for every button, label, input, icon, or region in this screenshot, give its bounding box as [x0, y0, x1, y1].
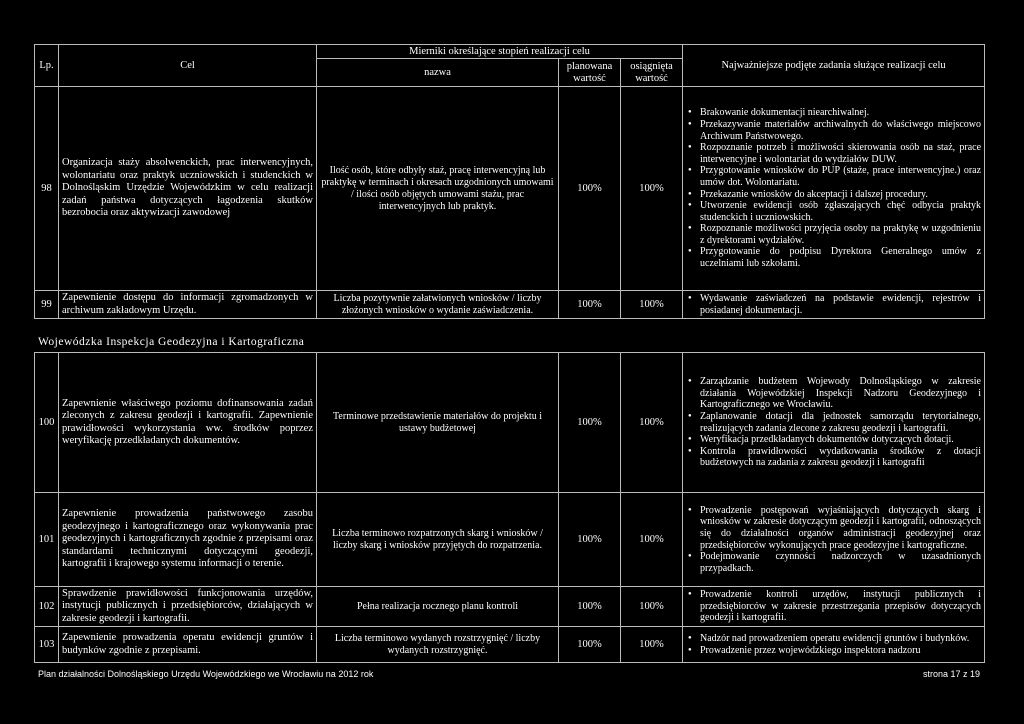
row-planned: 100% [559, 493, 621, 587]
row-tasks [683, 291, 985, 319]
header-cel: Cel [59, 45, 317, 87]
row-measure: Terminowe przedstawienie materiałów do projektu i ustawy budżetowej [317, 353, 559, 493]
list-item: ● Rozpoznanie możliwości przyjęcia osoby na praktykę w uzgodnieniu z dyrektorami wydziałów. [700, 223, 981, 246]
row-goal: Zapewnienie dostępu do informacji zgromadzonych w archiwum zakładowym Urzędu. [59, 291, 317, 319]
header-nazwa: nazwa [317, 59, 559, 87]
task-list [686, 505, 981, 575]
row-planned: 100% [559, 353, 621, 493]
table-header-row [35, 45, 985, 59]
list-item: ● Kontrola prawidłowości wydatkowania środków z dotacji budżetowych na zadania z zakresu geodezji i kartografii [700, 446, 981, 469]
row-measure: Ilość osób, które odbyły staż, pracę interwencyjną lub praktykę w terminach i okresach uzgodnionych umowami / ilości osób objętych umowami stażu, prac interwencyjnych lub praktyk. [317, 87, 559, 291]
list-item: ● Podejmowanie czynności nadzorczych w uzasadnionych przypadkach. [700, 551, 981, 574]
row-achieved: 100% [621, 587, 683, 627]
row-achieved: 100% [621, 493, 683, 587]
table-row [35, 291, 985, 319]
row-tasks [683, 587, 985, 627]
goals-table-bottom [34, 352, 985, 663]
row-planned: 100% [559, 87, 621, 291]
goals-table-top [34, 44, 985, 319]
row-measure: Liczba pozytywnie załatwionych wniosków / liczby złożonych wniosków o wydanie zaświadczenia. [317, 291, 559, 319]
row-tasks [683, 627, 985, 663]
row-planned: 100% [559, 291, 621, 319]
header-osiagnieta: osiągnięta wartość [621, 59, 683, 87]
row-lp: 98 [35, 87, 59, 291]
row-lp: 103 [35, 627, 59, 663]
row-measure: Liczba terminowo wydanych rozstrzygnięć / liczby wydanych rozstrzygnięć. [317, 627, 559, 663]
row-achieved: 100% [621, 87, 683, 291]
list-item: ● Prowadzenie postępowań wyjaśniających dotyczących skarg i wniosków w zakresie dotyczącym geodezji i kartografii, odnoszących się do działalności organów administracji geodezyjnej oraz przedsiębiorców wykonujących prace geodezyjne i kartograficzne. [700, 505, 981, 551]
row-achieved: 100% [621, 627, 683, 663]
task-list [686, 589, 981, 624]
header-zadania: Najważniejsze podjęte zadania służące realizacji celu [683, 45, 985, 87]
task-list [686, 107, 981, 269]
list-item: ● Przekazanie wniosków do akceptacji i dalszej procedury. [700, 189, 981, 201]
table-row [35, 627, 985, 663]
header-mierniki: Mierniki określające stopień realizacji celu [317, 45, 683, 59]
list-item: ● Prowadzenie przez wojewódzkiego inspektora nadzoru [700, 645, 981, 657]
row-tasks [683, 493, 985, 587]
list-item: ● Zaplanowanie dotacji dla jednostek samorządu terytorialnego, realizujących zadania zlecone z zakresu geodezji i kartografii. [700, 411, 981, 434]
row-tasks [683, 353, 985, 493]
table-row [35, 353, 985, 493]
row-goal: Organizacja staży absolwenckich, prac interwencyjnych, wolontariatu oraz praktyk uczniowskich i studenckich w Dolnośląskim Urzędzie Wojewódzkim w celu realizacji zadań państwa dotyczących łagodzenia skutków bezrobocia oraz aktywizacji zawodowej [59, 87, 317, 291]
row-lp: 100 [35, 353, 59, 493]
list-item: ● Zarządzanie budżetem Wojewody Dolnośląskiego w zakresie działania Wojewódzkiej Inspekcji Nadzoru Geodezyjnego i Kartograficznego we Wrocławiu. [700, 376, 981, 411]
row-goal: Zapewnienie prowadzenia operatu ewidencji gruntów i budynków zgodnie z przepisami. [59, 627, 317, 663]
footer-document-title: Plan działalności Dolnośląskiego Urzędu Wojewódzkiego we Wrocławiu na 2012 rok [38, 669, 374, 679]
task-list [686, 633, 981, 656]
row-goal: Sprawdzenie prawidłowości funkcjonowania urzędów, instytucji publicznych i przedsiębiorców, działających w zakresie geodezji i kartografii. [59, 587, 317, 627]
row-lp: 102 [35, 587, 59, 627]
row-achieved: 100% [621, 291, 683, 319]
list-item: ● Przygotowanie do podpisu Dyrektora Generalnego umów z uczelniami lub szkołami. [700, 246, 981, 269]
list-item: ● Brakowanie dokumentacji niearchiwalnej. [700, 107, 981, 119]
table-row [35, 587, 985, 627]
row-achieved: 100% [621, 353, 683, 493]
row-measure: Liczba terminowo rozpatrzonych skarg i wniosków / liczby skarg i wniosków przyjętych do rozpatrzenia. [317, 493, 559, 587]
header-planowana: planowana wartość [559, 59, 621, 87]
row-measure: Pełna realizacja rocznego planu kontroli [317, 587, 559, 627]
footer-page-number: strona 17 z 19 [922, 669, 980, 679]
row-lp: 99 [35, 291, 59, 319]
list-item: ● Przygotowanie wniosków do PUP (staże, prace interwencyjne.) oraz umów dot. Wolontariatu. [700, 165, 981, 188]
list-item: ● Utworzenie ewidencji osób zgłaszających chęć odbycia praktyk studenckich i uczniowskich. [700, 200, 981, 223]
row-goal: Zapewnienie prowadzenia państwowego zasobu geodezyjnego i kartograficznego oraz wykonywania prac geodezyjnych i kartograficznych zgodnie z przepisami oraz standardami technicznymi dotyczącymi geodezji, kartografii i krajowego systemu informacji o terenie. [59, 493, 317, 587]
list-item: ● Nadzór nad prowadzeniem operatu ewidencji gruntów i budynków. [700, 633, 981, 645]
row-planned: 100% [559, 627, 621, 663]
table-row [35, 493, 985, 587]
list-item: ● Weryfikacja przedkładanych dokumentów dotyczących dotacji. [700, 434, 981, 446]
row-goal: Zapewnienie właściwego poziomu dofinansowania zadań zleconych z zakresu geodezji i kartografii. Zapewnienie prawidłowości wykorzystania ww. środków poprzez weryfikację przedkładanych dokumentów. [59, 353, 317, 493]
row-tasks [683, 87, 985, 291]
list-item: ● Wydawanie zaświadczeń na podstawie ewidencji, rejestrów i posiadanej dokumentacji. [700, 293, 981, 316]
task-list [686, 293, 981, 316]
section-title: Wojewódzka Inspekcja Geodezyjna i Kartograficzna [38, 336, 305, 348]
row-planned: 100% [559, 587, 621, 627]
list-item: ● Przekazywanie materiałów archiwalnych do właściwego miejscowo Archiwum Państwowego. [700, 119, 981, 142]
task-list [686, 376, 981, 469]
header-lp: Lp. [35, 45, 59, 87]
table-row [35, 87, 985, 291]
list-item: ● Rozpoznanie potrzeb i możliwości skierowania osób na staż, prace interwencyjne i wolontariat do wydziałów DUW. [700, 142, 981, 165]
list-item: ● Prowadzenie kontroli urzędów, instytucji publicznych i przedsiębiorców w zakresie przestrzegania przepisów dotyczących geodezji i kartografii. [700, 589, 981, 624]
row-lp: 101 [35, 493, 59, 587]
